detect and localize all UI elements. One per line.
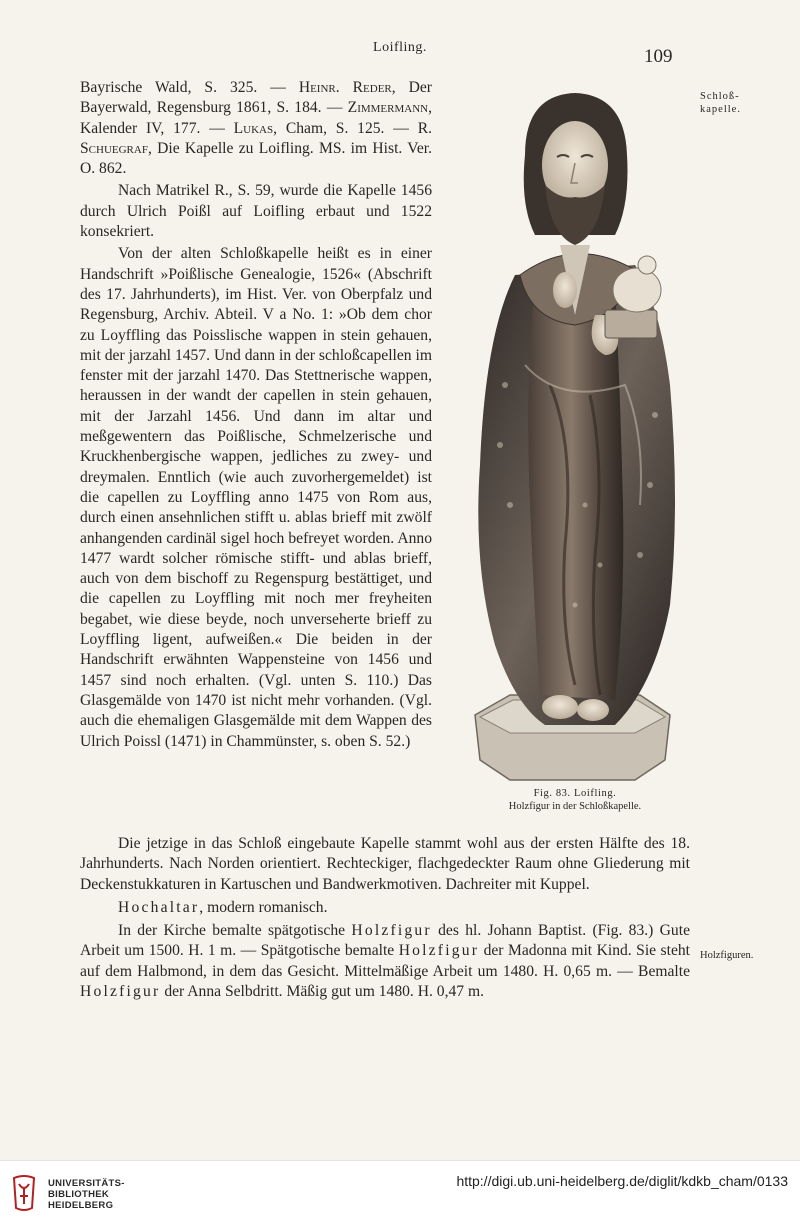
author-name: Lukas [233, 119, 274, 137]
library-logo-text: UNIVERSITÄTS- BIBLIOTHEK HEIDELBERG [48, 1178, 125, 1211]
author-name: R. Schuegraf [80, 119, 432, 157]
author-name: Zimmermann [347, 99, 429, 117]
margin-note-line: kapelle. [700, 104, 741, 115]
bibliography-paragraph: Bayrische Wald, S. 325. — Heinr. Reder, Der Bayerwald, Regensburg 1861, S. 184. — Zimmermann, Kalender IV, 177. — Lukas, Cham, S. 125. — R. Schuegraf, Die Kapelle zu Loifling. MS. im Hist. Ver. O. 862. [80, 79, 432, 178]
left-column-text [80, 78, 432, 752]
handschrift-paragraph: Von der alten Schloßkapelle heißt es in einer Handschrift »Poißlische Genealogie, 1526« (Abschrift des 17. Jahrhunderts), im Hist. Ver. von Oberpfalz und Regensburg, Archiv. Abteil. V a No. 1: »Ob dem chor zu Loyffling das Poisslische wappen in stein gehauen, mit der jarzahl 1457. Und dann in der schloßcapellen im fenster mit der jarzahl 1470. Das Stettnerische wappen, heraussen in der wandt der capellen in stein gehauen, mit der Jarzahl 1456. Und dann im altar und meßgewentern das Poißlische, Schmelzerische und Kruckhenbergische wappen, jedliches zu zwey- und dreymalen. Enntlich (wie auch zuvorhergemeldet) ist die capellen zu Loyffling anno 1475 von Rom aus, durch einen ansehnlichen stifft u. ablas brieff mit zwölf anhangenden cardinäl sigel hoch befreyet worden. Anno 1477 wardt solcher römische stifft- und ablas brieff, auch von dem bischoff zu Regenspurg bestättiget, und die capellen zu Loyffling mit noch mer freyheiten begabet, wie diese beyde, noch unverseherte brieff zu Loyffling ligent, aufweißen.« Die beiden in der Handschrift erwähnten Wappensteine von 1456 und 1457 sind noch erhalten. (Vgl. unten S. 110.) Das Glasgemälde von 1470 ist nicht mehr vorhanden. (Vgl. auch die ehemaligen Glasgemälde mit dem Wappen des Ulrich Poissl (1471) in Chammünster, s. oben S. 52.) [80, 245, 432, 750]
statue-illustration [465, 85, 685, 785]
figure-caption-number: Fig. 83. Loifling. [533, 788, 617, 799]
figure-caption-text: Holzfigur in der Schloßkapelle. [508, 801, 642, 812]
spaced-term: Holzfigur [351, 922, 432, 940]
page-number: 109 [644, 46, 673, 67]
spaced-term: Hochaltar [118, 898, 200, 916]
running-head: Loifling. [373, 40, 427, 55]
viewer-footer [0, 1160, 800, 1222]
permalink-url[interactable]: http://digi.ub.uni-heidelberg.de/diglit/kdkb_cham/0133 [456, 1173, 788, 1189]
matrikel-paragraph: Nach Matrikel R., S. 59, wurde die Kapelle 1456 durch Ulrich Poißl auf Loifling erbaut und 1522 konsekriert. [80, 182, 432, 241]
university-library-logo[interactable] [10, 1174, 130, 1214]
figure-statue-john-baptist [465, 85, 685, 785]
margin-note-holzfiguren: Holzfiguren. [700, 950, 754, 961]
lamb-icon [613, 268, 661, 312]
spaced-term: Holzfigur [80, 983, 161, 1001]
margin-note-line: Schloß- [700, 91, 740, 102]
kapelle-paragraph: Die jetzige in das Schloß eingebaute Kapelle stammt wohl aus der ersten Hälfte des 18. Jahrhunderts. Nach Norden orientiert. Rechteckiger, flachgedeckter Raum ohne Gliederung mit Deckenstukkaturen in Kartuschen und Bandwerkmotiven. Dachreiter mit Kuppel. [80, 835, 690, 893]
margin-note-schlosskapelle [700, 90, 770, 116]
spaced-term: Holzfigur [398, 942, 480, 960]
book-icon [605, 310, 657, 338]
full-width-text [80, 834, 690, 1002]
author-name: Heinr. Reder [298, 79, 392, 96]
library-emblem-icon [10, 1174, 38, 1212]
holzfigur-paragraph: In der Kirche bemalte spätgotische Holzfigur des hl. Johann Baptist. (Fig. 83.) Gute Arbeit um 1500. H. 1 m. — Spätgotische bemalte Holzfigur der Madonna mit Kind. Sie steht auf dem Halbmond, in dem das Gesicht. Mittelmäßige Arbeit um 1480. H. 0,65 m. — Bemalte Holzfigur der Anna Selbdritt. Mäßig gut um 1480. H. 0,47 m. [80, 922, 690, 1001]
hochaltar-paragraph: Hochaltar, modern romanisch. [118, 898, 328, 916]
